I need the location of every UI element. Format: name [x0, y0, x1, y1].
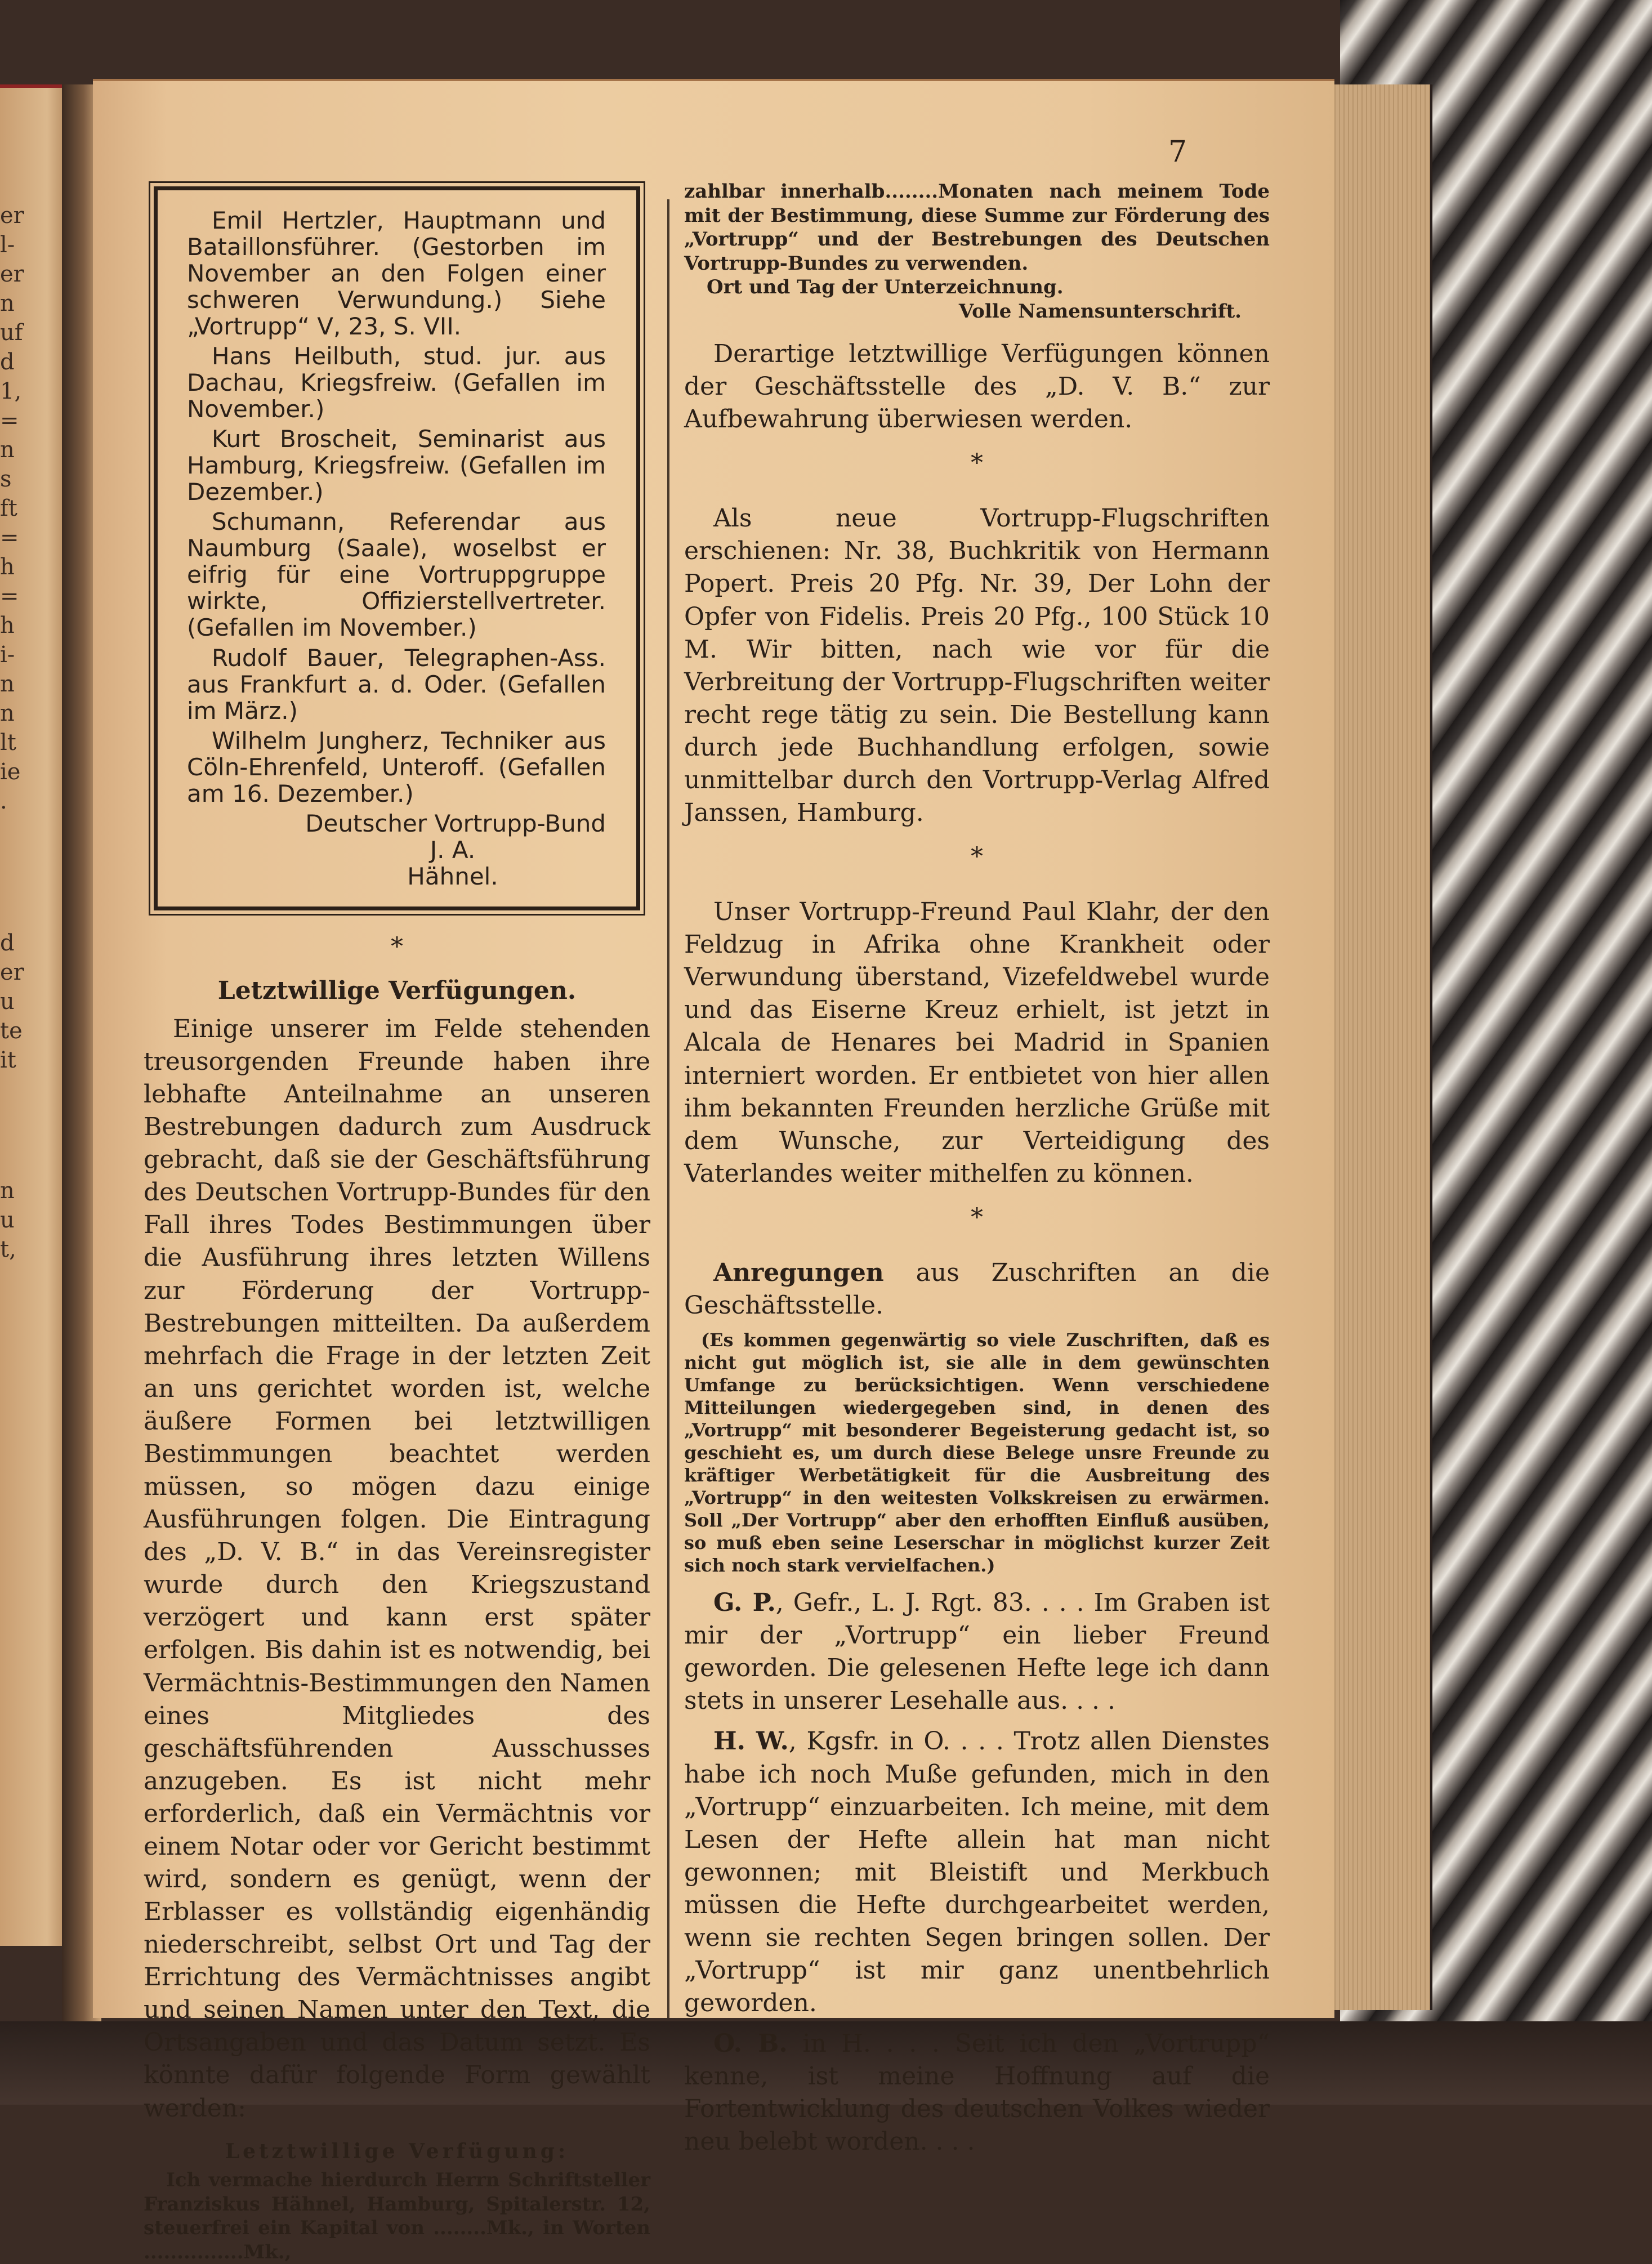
section-separator: *	[971, 449, 983, 478]
facing-page-fragment: l-	[0, 232, 15, 258]
memorial-entry: Emil Hertzler, Hauptmann und Bataillonsführer. (Gestorben im November an den Folgen einer schweren Verwundung.) Siehe „Vortrupp“ V, 23, S. VII.	[187, 207, 606, 341]
anregungen-note: (Es kommen gegenwärtig so viele Zuschriften, daß es nicht gut möglich ist, sie alle in dem gewünschten Umfange zu berücksichtigen. Wenn verschiedene Mitteilungen wiedergegeben sind, in denen des „Vortrupp“ mit besonderer Begeisterung gedacht ist, so geschieht es, um durch diese Belege unsre Freunde zu kräftiger Werbetätigkeit für die Ausbreitung des „Vortrupp“ in den weitesten Volkskreisen zu erwärmen. Soll „Der Vortrupp“ aber den erhofften Einfluß ausüben, so muß eben seine Leserschar in möglichst kurzer Zeit sich noch stark vervielfachen.)	[684, 1329, 1270, 1577]
facing-page-fragment: =	[0, 408, 19, 434]
reader-quote	[684, 2028, 1270, 2158]
facing-page-fragment: n	[0, 1178, 15, 1204]
facing-page-fragment: it	[0, 1047, 16, 1073]
facing-page-fragment: er	[0, 261, 24, 287]
facing-page-fragment: ft	[0, 495, 17, 521]
facing-page-fragment: i-	[0, 642, 15, 668]
section-separator: *	[971, 842, 983, 872]
memorial-entry: Hans Heilbuth, stud. jur. aus Dachau, Kriegsfreiw. (Gefallen im November.)	[187, 342, 606, 423]
memorial-signature-ia: J. A.	[430, 836, 476, 864]
memorial-entry: Rudolf Bauer, Telegraphen-Ass. aus Frankfurt a. d. Oder. (Gefallen im März.)	[187, 644, 606, 725]
page-number: 7	[1168, 135, 1187, 169]
quote-sender: H. W.	[713, 1727, 789, 1756]
reader-quote	[684, 1587, 1270, 1717]
anregungen-heading-rest: aus Zuschriften an die Geschäftsstelle.	[684, 1258, 1270, 1320]
facing-page-fragment: h	[0, 613, 15, 638]
facing-page-fragment: t,	[0, 1236, 16, 1262]
facing-page-fragment: n	[0, 291, 15, 316]
memorial-entry: Wilhelm Jungherz, Techniker aus Cöln-Ehrenfeld, Unteroff. (Gefallen am 16. Dezember.)	[187, 726, 606, 807]
form-text-continued: zahlbar innerhalb........Monaten nach meinem Tode mit der Bestimmung, diese Summe zur Förderung des „Vortrupp“ und der Bestrebungen des Deutschen Vortrupp-Bundes zu verwenden.	[684, 180, 1270, 275]
memorial-entry: Schumann, Referendar aus Naumburg (Saale), woselbst er eifrig für eine Vortruppgruppe wirkte, Offizierstellvertreter. (Gefallen im November.)	[187, 508, 606, 642]
facing-page-fragment: er	[0, 203, 24, 229]
reader-quote	[684, 1725, 1270, 2020]
facing-page-fragment: =	[0, 583, 19, 609]
facing-page-fragment: s	[0, 466, 12, 492]
form-place-date: Ort und Tag der Unterzeichnung.	[707, 276, 1064, 298]
section-heading: Letztwillige Verfügungen.	[217, 976, 577, 1005]
column-rule	[667, 199, 669, 2018]
anregungen-heading	[684, 1257, 1270, 1322]
facing-page-fragment: d	[0, 930, 15, 956]
quote-text: in H. . . . Seit ich den „Vortrupp“ kenne, ist meine Hoffnung auf die Fortentwicklung des deutschen Volkes wieder neu belebt worden. . . .	[684, 2029, 1270, 2156]
facing-page-fragment: n	[0, 437, 15, 463]
anregungen-heading-bold: Anregungen	[713, 1258, 884, 1287]
facing-page-fragment: er	[0, 959, 24, 985]
quote-text: , Kgsfr. in O. . . . Trotz allen Dienstes habe ich noch Muße gefunden, mich in den „Vortrupp“ einzuarbeiten. Ich meine, mit dem Lesen der Hefte allein hat man nicht gewonnen; mit Bleistift und Merkbuch müssen die Hefte durchgearbeitet werden, wenn sie rechten Segen bringen sollen. Der „Vortrupp“ ist mir ganz unentbehrlich geworden.	[684, 1727, 1270, 2018]
facing-page-fragment: =	[0, 525, 19, 551]
book-page	[93, 79, 1334, 2263]
storage-note: Derartige letztwillige Verfügungen können der Geschäftsstelle des „D. V. B.“ zur Aufbewahrung überwiesen werden.	[684, 340, 1270, 434]
facing-page-fragment: h	[0, 554, 15, 580]
section-separator: *	[391, 932, 403, 961]
facing-page-fragment: n	[0, 700, 15, 726]
facing-page-fragment: te	[0, 1018, 23, 1044]
flugschriften-notice: Als neue Vortrupp-Flugschriften erschienen: Nr. 38, Buchkritik von Hermann Popert. Preis 20 Pfg. Nr. 39, Der Lohn der Opfer von Fidelis. Preis 20 Pfg., 100 Stück 10 M. Wir bitten, nach wie vor für die Verbreitung der Vortrupp-Flugschriften weiter recht rege tätig zu sein. Die Bestellung kann durch jede Buchhandlung erfolgen, sowie unmittelbar durch den Vortrupp-Verlag Alfred Janssen, Hamburg.	[684, 504, 1270, 828]
facing-page-fragment: u	[0, 989, 15, 1015]
facing-page-fragment: u	[0, 1207, 15, 1233]
memorial-signature-org: Deutscher Vortrupp-Bund	[305, 809, 606, 837]
facing-page-fragment: ie	[0, 759, 21, 785]
quote-text: , Gefr., L. J. Rgt. 83. . . . Im Graben ist mir der „Vortrupp“ ein lieber Freund geworden. Die gelesenen Hefte lege ich dann stets in unserer Lesehalle aus. . . .	[684, 1588, 1270, 1716]
form-signature: Volle Namensunterschrift.	[958, 300, 1242, 323]
facing-page-fragment: uf	[0, 320, 23, 346]
memorial-box	[154, 186, 640, 910]
facing-page-fragment: lt	[0, 730, 16, 756]
facing-page-fragment: 1,	[0, 378, 22, 404]
memorial-signature-name: Hähnel.	[407, 862, 498, 890]
memorial-entry: Kurt Broscheit, Seminarist aus Hamburg, Kriegsfreiw. (Gefallen im Dezember.)	[187, 425, 606, 506]
quote-sender: G. P.	[713, 1588, 776, 1618]
klahr-notice: Unser Vortrupp-Freund Paul Klahr, der den Feldzug in Afrika ohne Krankheit oder Verwundung überstand, Vizefeldwebel wurde und das Eiserne Kreuz erhielt, ist jetzt in Alcala de Henares bei Madrid in Spanien interniert worden. Er entbietet von hier allen ihm bekannten Freunden herzliche Grüße mit dem Wunsche, zur Verteidigung des Vaterlandes weiter mithelfen zu können.	[684, 897, 1270, 1188]
right-column	[684, 180, 1270, 2166]
bequest-body: Einige unserer im Felde stehenden treusorgenden Freunde haben ihre lebhafte Anteilnahme an unseren Bestrebungen dadurch zum Ausdruck gebracht, daß sie der Geschäftsführung des Deutschen Vortrupp-Bundes für den Fall ihres Todes Bestimmungen über die Ausführung ihres letzten Willens zur Förderung der Vortrupp-Bestrebungen mitteilten. Da außerdem mehrfach die Frage in der letzten Zeit an uns gerichtet worden ist, welche äußere Formen bei letztwilligen Bestimmungen beachtet werden müssen, so mögen dazu einige Ausführungen folgen. Die Eintragung des „D. V. B.“ in das Vereinsregister wurde durch den Kriegszustand verzögert und kann erst später erfolgen. Bis dahin ist es notwendig, bei Vermächtnis-Bestimmungen den Namen eines Mitgliedes des geschäftsführenden Ausschusses anzugeben. Es ist nicht mehr erforderlich, daß ein Vermächtnis vor einem Notar oder vor Gericht bestimmt wird, sondern es genügt, wenn der Erblasser es vollständig eigenhändig niederschreibt, selbst Ort und Tag der Errichtung des Vermächtnisses angibt und seinen Namen unter den Text, die Ortsangaben und das Datum setzt. Es könnte dafür folgende Form gewählt werden:	[144, 1014, 651, 2123]
facing-page-fragment: d	[0, 349, 15, 375]
facing-page-fragment: n	[0, 671, 15, 697]
facing-page-fragment: .	[0, 788, 7, 814]
form-text: Ich vermache hierdurch Herrn Schriftsteller Franziskus Hähnel, Hamburg, Spitalerstr. 12, steuerfrei ein Kapital von ........Mk., in Worten ...............Mk.,	[144, 2169, 650, 2263]
left-column	[144, 180, 650, 2264]
form-title: Letztwillige Verfügung:	[225, 2139, 569, 2163]
section-separator: *	[971, 1203, 983, 1232]
quote-sender: O. B.	[713, 2029, 788, 2058]
